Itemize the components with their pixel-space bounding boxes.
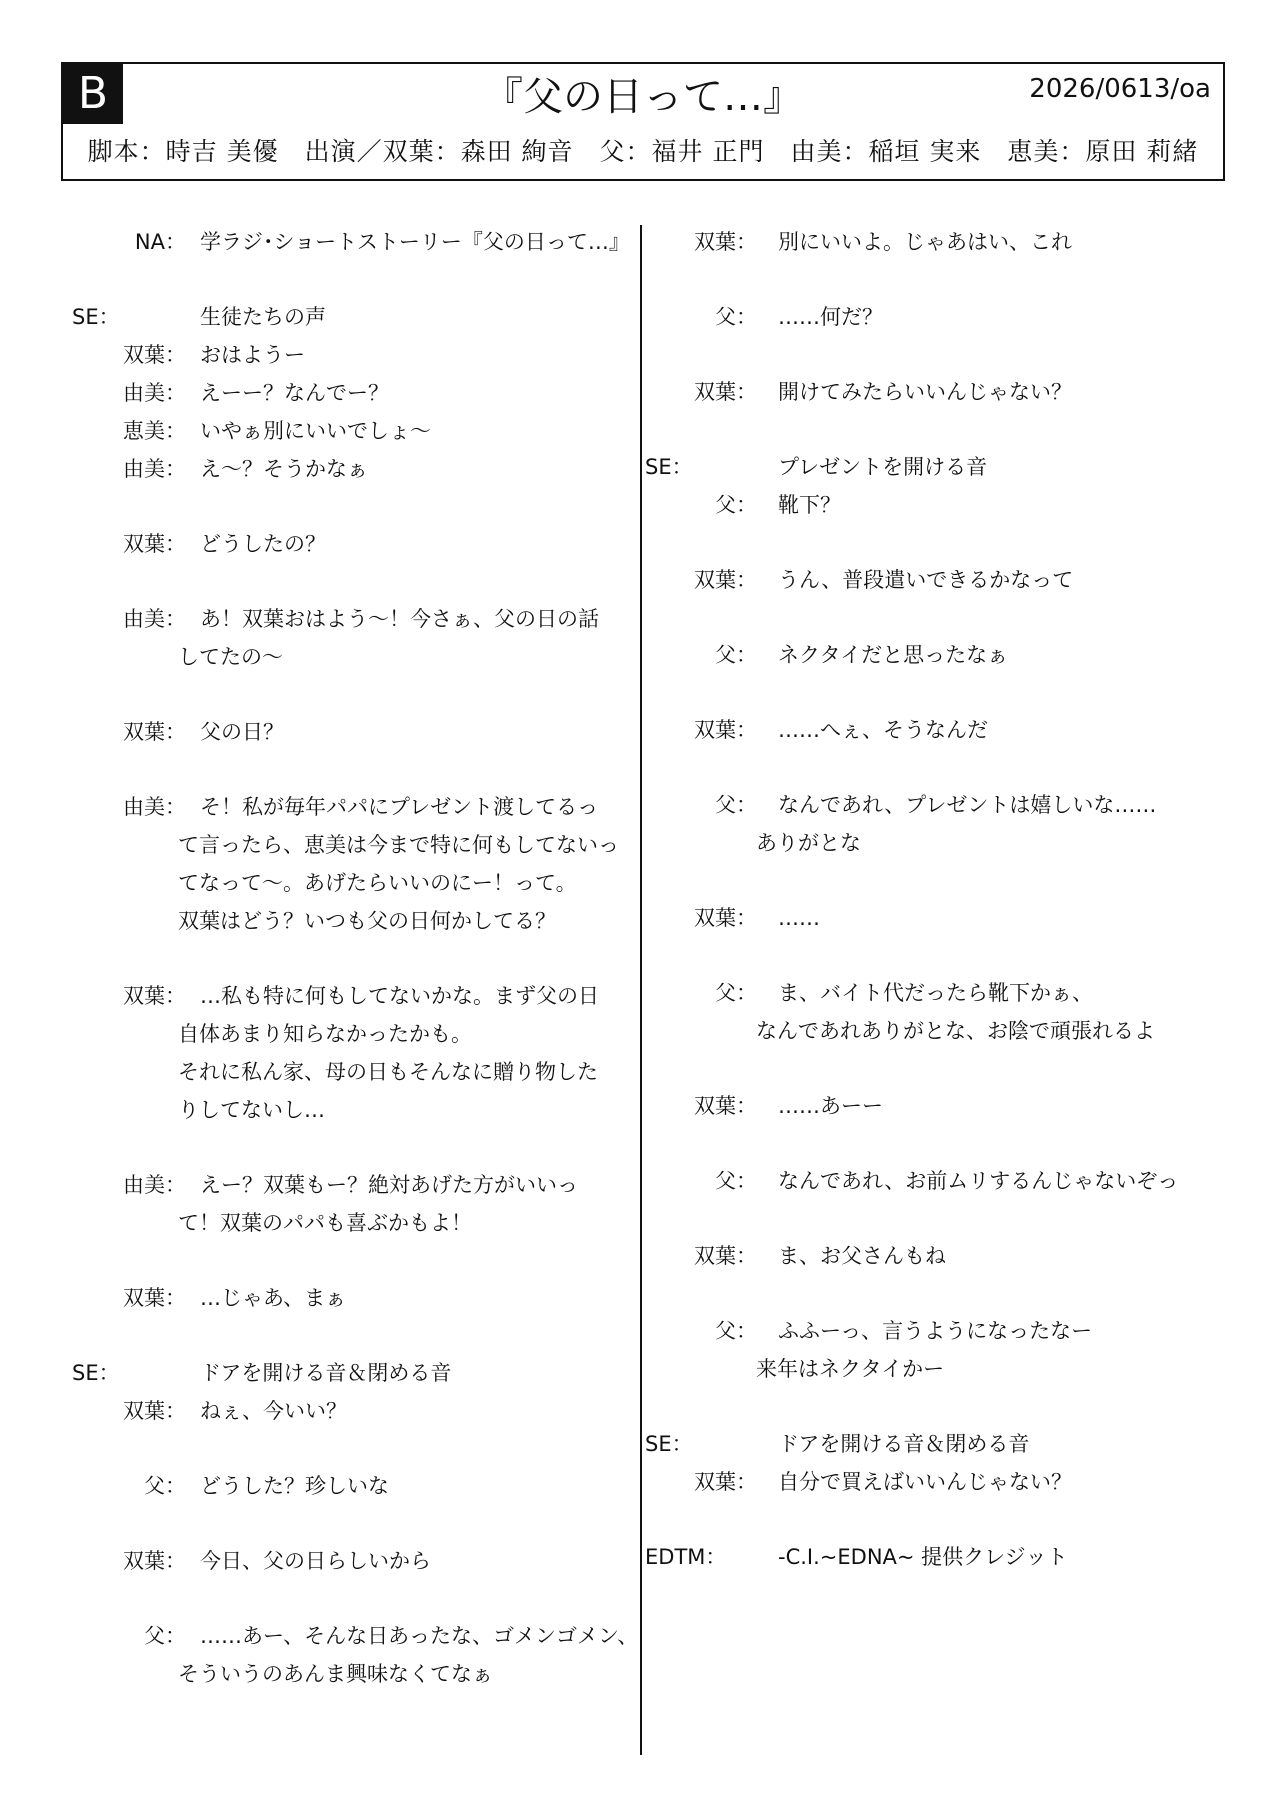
speaker-father: 父： (144, 1624, 186, 1648)
speaker-na: NA： (134, 230, 186, 254)
dialogue-line: 来年はネクタイかー (756, 1357, 945, 1381)
dialogue-line: ねぇ、今いい？ (200, 1399, 347, 1423)
dialogue-line: そういうのあんま興味なくてなぁ (178, 1662, 493, 1686)
speaker-futaba: 双葉： (123, 1399, 186, 1423)
speaker-futaba: 双葉： (123, 984, 186, 1008)
dialogue-line: どうした？珍しいな (200, 1474, 389, 1498)
speaker-edtm: EDTM： (645, 1545, 727, 1569)
stage-direction-text: 生徒たちの声 (200, 305, 326, 329)
broadcast-date: 2026/0613/oa (1029, 74, 1211, 104)
speaker-se: SE： (645, 455, 693, 479)
speaker-se: SE： (72, 305, 120, 329)
dialogue-line: ……あー、そんな日あったな、ゴメンゴメン、 (200, 1624, 639, 1648)
dialogue-line: 自体あまり知らなかったかも。 (178, 1022, 472, 1046)
dialogue-line: あ！双葉おはよう～！今さぁ、父の日の話 (200, 607, 599, 631)
stage-direction-text: ドアを開ける音＆閉める音 (200, 1361, 452, 1385)
speaker-father: 父： (715, 793, 757, 817)
dialogue-line: ……あーー (778, 1094, 883, 1118)
header-box (61, 62, 1225, 181)
dialogue-line: なんであれ、プレゼントは嬉しいな…… (778, 793, 1157, 817)
dialogue-line: 靴下？ (778, 493, 841, 517)
dialogue-line: …私も特に何もしてないかな。まず父の日 (200, 984, 599, 1008)
dialogue-line: ……何だ？ (778, 305, 883, 329)
speaker-futaba: 双葉： (694, 1470, 757, 1494)
dialogue-line: ネクタイだと思ったなぁ (778, 643, 1009, 667)
dialogue-line: て言ったら、恵美は今まで特に何もしてないっ (178, 833, 619, 857)
dialogue-line: え～？そうかなぁ (200, 457, 368, 481)
speaker-futaba: 双葉： (694, 230, 757, 254)
speaker-father: 父： (715, 1319, 757, 1343)
speaker-father: 父： (715, 643, 757, 667)
dialogue-line: …… (778, 906, 820, 930)
speaker-emi: 恵美： (123, 419, 186, 443)
dialogue-line: ま、お父さんもね (778, 1244, 946, 1268)
dialogue-line: …じゃあ、まぁ (200, 1286, 347, 1310)
speaker-father: 父： (715, 1169, 757, 1193)
dialogue-line: 今日、父の日らしいから (200, 1549, 431, 1573)
dialogue-line: なんであれありがとな、お陰で頑張れるよ (756, 1019, 1155, 1043)
speaker-futaba: 双葉： (123, 532, 186, 556)
dialogue-line: してたの～ (178, 645, 283, 669)
speaker-yumi: 由美： (123, 607, 186, 631)
stage-direction-text: ドアを開ける音＆閉める音 (778, 1432, 1030, 1456)
dialogue-line: ま、バイト代だったら靴下かぁ、 (778, 981, 1093, 1005)
speaker-father: 父： (715, 493, 757, 517)
speaker-yumi: 由美： (123, 381, 186, 405)
speaker-se: SE： (645, 1432, 693, 1456)
speaker-father: 父： (144, 1474, 186, 1498)
stage-direction-text: -C.I.~EDNA~ 提供クレジット (778, 1545, 1068, 1569)
speaker-futaba: 双葉： (694, 380, 757, 404)
speaker-futaba: 双葉： (694, 718, 757, 742)
speaker-father: 父： (715, 305, 757, 329)
credits-line: 脚本：時吉 美優 出演／双葉：森田 絢音 父：福井 正門 由美：稲垣 実来 恵美：原田 莉緒 (87, 137, 1199, 166)
dialogue-line: おはようー (200, 343, 305, 367)
dialogue-line: 開けてみたらいいんじゃない？ (778, 380, 1072, 404)
speaker-futaba: 双葉： (123, 720, 186, 744)
dialogue-line: えーー？なんでー？ (200, 381, 389, 405)
dialogue-line: てなって～。あげたらいいのにー！って。 (178, 871, 577, 895)
dialogue-line: えー？双葉もー？絶対あげた方がいいっ (200, 1173, 578, 1197)
dialogue-line: どうしたの？ (200, 532, 326, 556)
speaker-yumi: 由美： (123, 457, 186, 481)
speaker-futaba: 双葉： (123, 343, 186, 367)
dialogue-line: 双葉はどう？いつも父の日何かしてる？ (178, 909, 556, 933)
dialogue-line: ……へぇ、そうなんだ (778, 718, 988, 742)
speaker-futaba: 双葉： (694, 1094, 757, 1118)
dialogue-line: 別にいいよ。じゃあはい、これ (778, 230, 1072, 254)
dialogue-line: て！双葉のパパも喜ぶかもよ！ (178, 1211, 472, 1235)
dialogue-line: りしてないし… (178, 1098, 325, 1122)
dialogue-line: 学ラジ･ショートストーリー『父の日って…』 (200, 230, 630, 254)
speaker-futaba: 双葉： (694, 906, 757, 930)
dialogue-line: なんであれ、お前ムリするんじゃないぞっ (778, 1169, 1179, 1193)
speaker-yumi: 由美： (123, 1173, 186, 1197)
dialogue-line: うん、普段遣いできるかなって (778, 568, 1074, 592)
dialogue-line: ありがとな (756, 831, 861, 855)
dialogue-line: ふふーっ、言うようになったなー (778, 1319, 1093, 1343)
dialogue-line: それに私ん家、母の日もそんなに贈り物した (178, 1060, 598, 1084)
speaker-yumi: 由美： (123, 795, 186, 819)
page-title: 『父の日って…』 (483, 74, 803, 120)
dialogue-line: いやぁ別にいいでしょ～ (200, 419, 431, 443)
dialogue-line: そ！私が毎年パパにプレゼント渡してるっ (200, 795, 599, 819)
dialogue-line: 自分で買えばいいんじゃない？ (778, 1470, 1072, 1494)
dialogue-line: 父の日？ (200, 720, 284, 744)
speaker-se: SE： (72, 1361, 120, 1385)
speaker-futaba: 双葉： (694, 1244, 757, 1268)
speaker-futaba: 双葉： (694, 568, 757, 592)
stage-direction-text: プレゼントを開ける音 (778, 455, 988, 479)
speaker-futaba: 双葉： (123, 1286, 186, 1310)
section-badge: B (63, 64, 123, 124)
speaker-futaba: 双葉： (123, 1549, 186, 1573)
speaker-father: 父： (715, 981, 757, 1005)
